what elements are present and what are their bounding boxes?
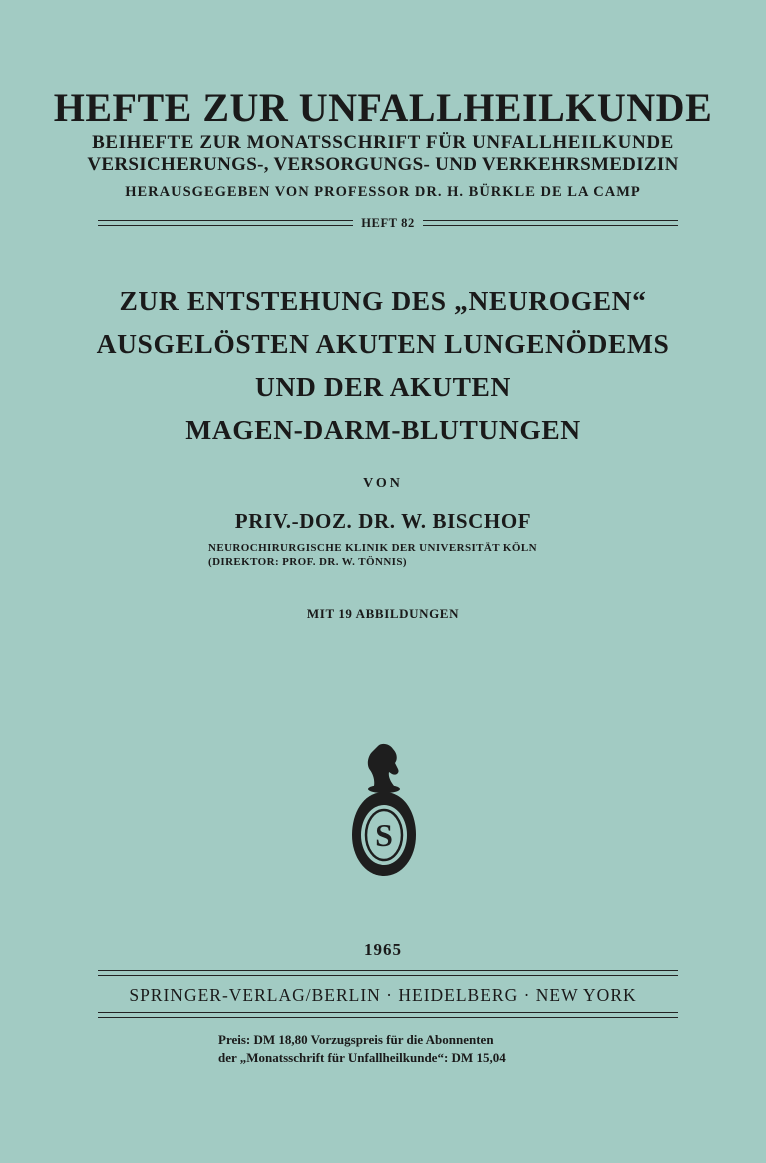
editor-line: HERAUSGEGEBEN VON PROFESSOR DR. H. BÜRKLE DE LA CAMP — [125, 184, 641, 200]
affiliation-line-1: NEUROCHIRURGISCHE KLINIK DER UNIVERSITÄT KÖLN — [208, 542, 537, 554]
double-rule-left — [98, 220, 353, 226]
book-title-line-2: AUSGELÖSTEN AKUTEN LUNGENÖDEMS — [96, 328, 670, 359]
author-name: PRIV.-DOZ. DR. W. BISCHOF — [234, 509, 532, 533]
double-rule-right — [423, 220, 678, 226]
series-subtitle-1: BEIHEFTE ZUR MONATSSCHRIFT FÜR UNFALLHEILKUNDE — [92, 132, 674, 153]
footer-rule-top — [98, 970, 678, 976]
figures-note: MIT 19 ABBILDUNGEN — [306, 606, 460, 621]
book-title-line-3: UND DER AKUTEN — [255, 371, 511, 402]
svg-text:S: S — [375, 817, 393, 853]
footer-rule-bottom — [98, 1012, 678, 1018]
von-label: VON — [363, 476, 403, 491]
springer-knight-seal-icon — [348, 742, 420, 880]
series-title: HEFTE ZUR UNFALLHEILKUNDE — [53, 85, 713, 130]
issue-rule — [98, 216, 678, 230]
publication-year: 1965 — [364, 940, 402, 959]
publisher-line: SPRINGER-VERLAG/BERLIN · HEIDELBERG · NEW YORK — [129, 985, 637, 1005]
price-line-1: Preis: DM 18,80 Vorzugspreis für die Abonnenten — [218, 1032, 494, 1047]
price-line-2: der „Monatsschrift für Unfallheilkunde“: DM 15,04 — [218, 1050, 506, 1065]
book-title-line-1: ZUR ENTSTEHUNG DES „NEUROGEN“ — [119, 285, 647, 316]
book-title-line-4: MAGEN-DARM-BLUTUNGEN — [185, 414, 581, 445]
issue-number: HEFT 82 — [361, 215, 415, 230]
series-subtitle-2: VERSICHERUNGS-, VERSORGUNGS- UND VERKEHRSMEDIZIN — [87, 154, 679, 175]
affiliation-line-2: (DIREKTOR: PROF. DR. W. TÖNNIS) — [208, 556, 407, 568]
